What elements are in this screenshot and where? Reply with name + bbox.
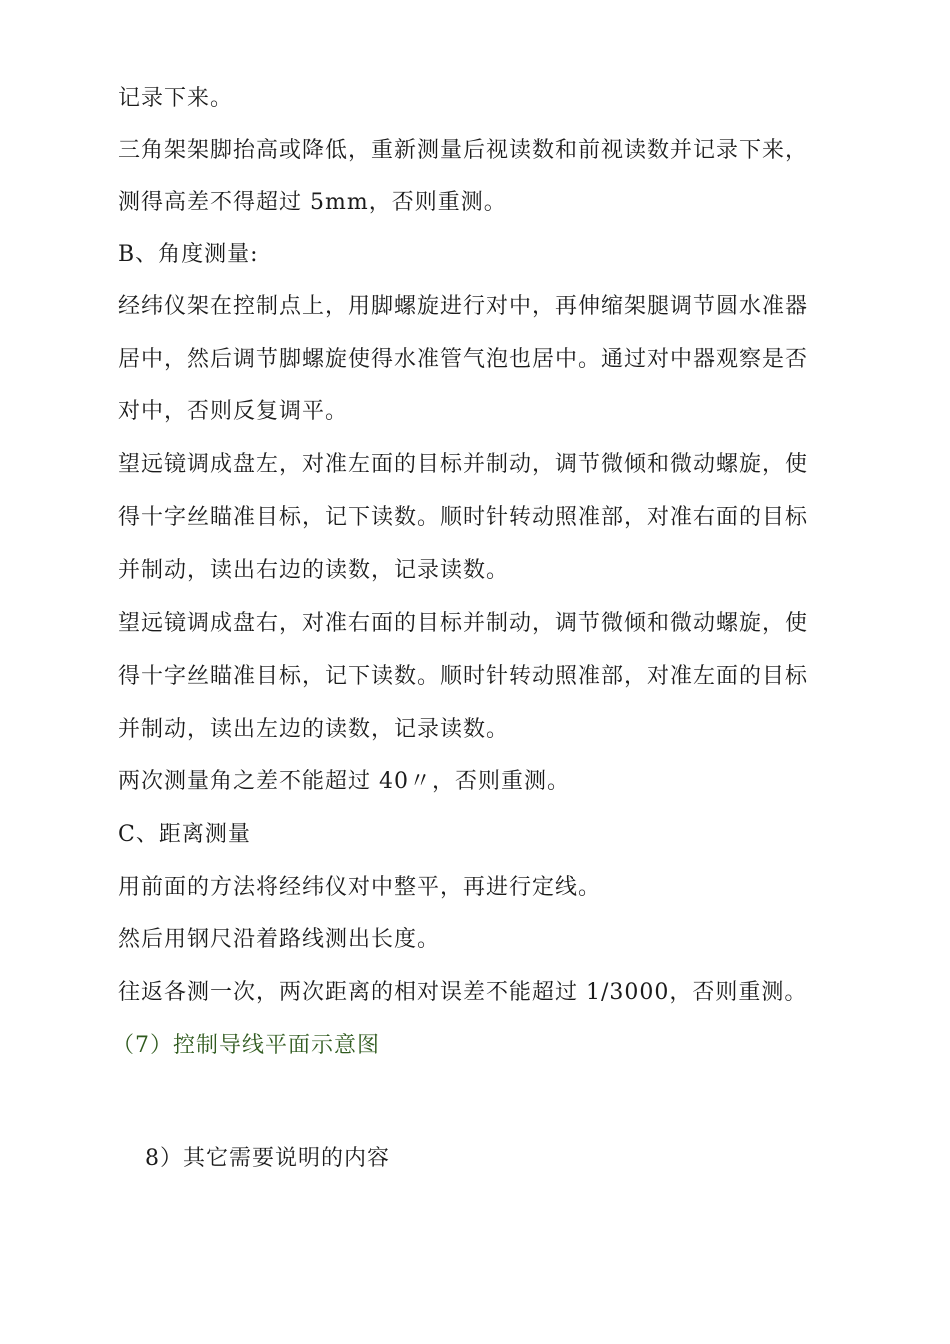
paragraph-line: 用前面的方法将经纬仪对中整平，再进行定线。 [118,875,602,900]
paragraph-line: 三角架架脚抬高或降低，重新测量后视读数和前视读数并记录下来， [118,138,809,163]
section-heading-c: C、距离测量 [118,822,251,847]
heading-8: 8）其它需要说明的内容 [145,1146,390,1171]
paragraph-line: 得十字丝瞄准目标，记下读数。顺时针转动照准部，对准右面的目标 [118,505,809,530]
paragraph-line: 居中，然后调节脚螺旋使得水准管气泡也居中。通过对中器观察是否 [118,347,809,372]
paragraph-line: 对中，否则反复调平。 [118,399,349,424]
paragraph-line: 并制动，读出左边的读数，记录读数。 [118,717,510,742]
paragraph-line: 往返各测一次，两次距离的相对误差不能超过 1/3000，否则重测。 [118,980,808,1005]
paragraph-line: 经纬仪架在控制点上，用脚螺旋进行对中，再伸缩架腿调节圆水准器 [118,294,809,319]
paragraph-line: 望远镜调成盘右，对准右面的目标并制动，调节微倾和微动螺旋，使 [118,611,809,636]
paragraph-line: 然后用钢尺沿着路线测出长度。 [118,927,441,952]
paragraph-line: 记录下来。 [118,86,234,111]
paragraph-line: 望远镜调成盘左，对准左面的目标并制动，调节微倾和微动螺旋，使 [118,452,809,477]
section-heading-b: B、角度测量: [118,242,259,267]
paragraph-line: 两次测量角之差不能超过 40〃，否则重测。 [118,769,570,794]
heading-7: （7）控制导线平面示意图 [112,1033,380,1058]
paragraph-line: 测得高差不得超过 5mm，否则重测。 [118,190,507,215]
paragraph-line: 并制动，读出右边的读数，记录读数。 [118,558,510,583]
paragraph-line: 得十字丝瞄准目标，记下读数。顺时针转动照准部，对准左面的目标 [118,664,809,689]
